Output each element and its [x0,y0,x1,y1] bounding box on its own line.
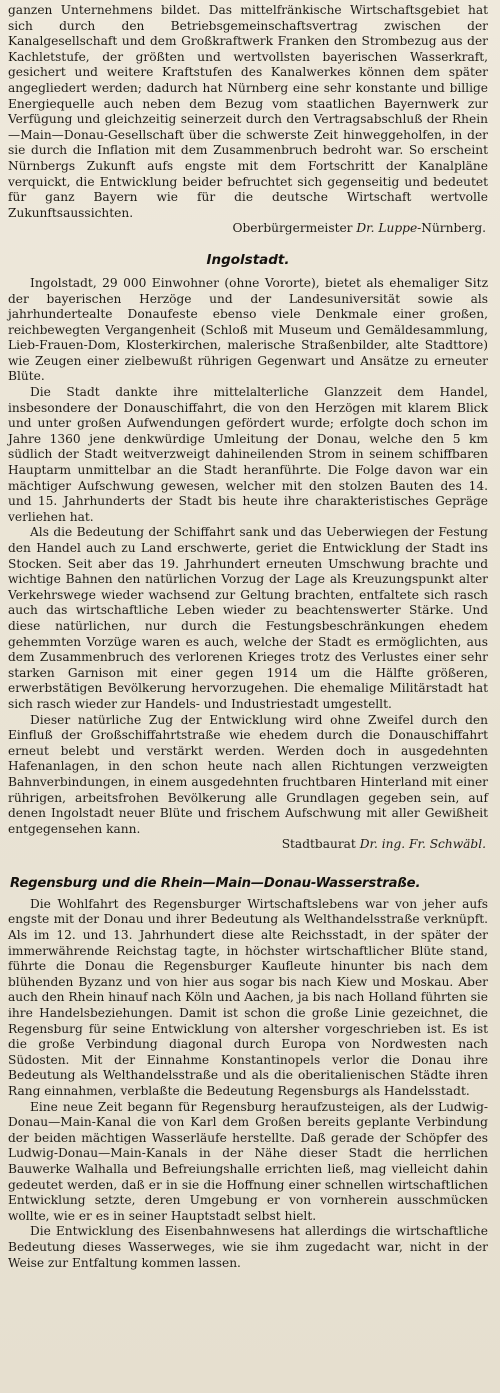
section-ingolstadt [8,237,488,853]
paragraph-regensburg-3: Die Entwicklung des Eisenbahnwesens hat allerdings die wirtschaftliche Bedeutung dieses Wasserweges, wie sie ihm zugedacht war, nicht in der Weise zur Entfaltung kommen lassen. [8,1224,488,1270]
paragraph-nuernberg: ganzen Unternehmens bildet. Das mittelfränkische Wirtschaftsgebiet hat sich durch den Betriebsgemeinschaftsvertrag zwischen der Kanalgesellschaft und dem Großkraftwerk Franken den Strombezug aus der Kachletstufe, der größten und wertvollsten bayerischen Wasserkraft, gesichert und weitere Kraftstufen des Kanalwerkes können dem später angegliedert werden; dadurch hat Nürnberg eine sehr konstante und billige Energiequelle auch neben dem Bezug vom staatlichen Bayernwerk zur Verfügung und gleichzeitig seinerzeit durch den Vertragsabschluß der Rhein—Main—Donau-Gesellschaft über die schwerste Zeit hinweggeholfen, in der sie durch die Inflation mit dem Zusammenbruch bedroht war. So erscheint Nürnbergs Zukunft aufs engste mit dem Fortschritt der Kanalpläne verquickt, die Entwicklung beider befruchtet sich gegenseitig und bedeutet für ganz Bayern wie für die deutsche Wirtschaft wertvolle Zukunftsaussichten. [8,3,488,220]
signature-name: Fr. Schwäbl. [409,837,486,852]
paragraph-ingolstadt-3: Als die Bedeutung der Schiffahrt sank und das Ueberwiegen der Festung den Handel auch zu Land erschwerte, geriet die Entwicklung der Stadt ins Stocken. Seit aber das 19. Jahrhundert erneuten Umschwung brachte und wichtige Bahnen den natürlichen Vorzug der Lage als Kreuzungspunkt alter Verkehrswege wieder wachsend zur Geltung brachten, entfaltete sich rasch auch das wirtschaftliche Leben wieder zu beachtenswerter Stärke. Und diese natürlichen, nur durch die Festungsbeschränkungen ehedem gehemmten Vorzüge waren es auch, welche der Stadt es ermöglichten, aus dem Zusammenbruch des verlorenen Krieges trotz des Verlustes einer sehr starken Garnison mit einer gegen 1914 um die Hälfte größeren, erwerbstätigen Bevölkerung hervorzugehen. Die ehemalige Militärstadt hat sich rasch wieder zur Handels- und Industriestadt umgestellt. [8,525,488,711]
paragraph-ingolstadt-4: Dieser natürliche Zug der Entwicklung wird ohne Zweifel durch den Einfluß der Großschiffahrtstraße wie ehedem durch die Donauschiffahrt erneut belebt und verstärkt werden. Werden doch in ausgedehnten Hafenanlagen, in den schon heute nach allen Richtungen verzweigten Bahnverbindungen, in einem ausgedehnten fruchtbaren Hinterland mit einer rührigen, arbeitsfrohen Bevölkerung alle Grundlagen gegeben sein, auf denen Ingolstadt neuer Blüte und frischem Aufschwung mit aller Gewißheit entgegensehen kann. [8,712,488,836]
paragraph-ingolstadt-2: Die Stadt dankte ihre mittelalterliche Glanzzeit dem Handel, insbesondere der Donauschiffahrt, die von den Herzögen mit klarem Blick und unter großen Aufwendungen gefördert wurde; erfolgte doch schon im Jahre 1360 jene denkwürdige Umleitung der Donau, welche den 5 km südlich der Stadt weitverzweigt dahineilenden Strom in seinem schiffbaren Hauptarm unmittelbar an die Stadt heranführte. Die Folge davon war ein mächtiger Aufschwung gewesen, welcher mit den stolzen Bauten des 14. und 15. Jahrhunderts der Stadt bis heute ihre charakteristisches Gepräge verliehen hat. [8,385,488,524]
signature-prefix: Oberbürgermeister [232,221,357,236]
signature-name: Luppe [378,221,418,236]
section-regensburg [8,853,488,1271]
signature-prefix: Stadtbaurat [281,837,360,852]
paragraph-ingolstadt-1: Ingolstadt, 29 000 Einwohner (ohne Vororte), bietet als ehemaliger Sitz der bayerischen Herzöge und der Landesuniversität sowie als jahrhundertealte Donaufeste ebenso viele Denkmale einer großen, reichbewegten Vergangenheit (Schloß mit Museum und Gemäldesammlung, Lieb-Frauen-Dom, Klosterkirchen, malerische Straßenbilder, alte Stadttore) wie Zeugen einer zielbewußt rührigen Gegenwart und Ansätze zu erneuter Blüte. [8,275,488,384]
signature-nuernberg [8,221,488,237]
signature-suffix: -Nürnberg. [417,221,486,236]
paragraph-regensburg-1: Die Wohlfahrt des Regensburger Wirtschaftslebens war von jeher aufs engste mit der Donau und ihrer Bedeutung als Welthandelsstraße verknüpft. Als im 12. und 13. Jahrhundert diese alte Reichsstadt, in der später der immerwährende Reichstag tagte, in höchster wirtschaftlicher Blüte stand, führte die Donau die Regensburger Kaufleute hinunter bis nach dem blühenden Byzanz und von hier aus sogar bis nach Kiew und Moskau. Aber auch den Rhein hinauf nach Köln und Aachen, ja bis nach Holland führten sie ihre Handelsbeziehungen. Damit ist schon die große Linie gezeichnet, die Regensburg für seine Entwicklung von altersher vorgeschrieben ist. Es ist die große Verbindung diagonal durch Europa von Nordwesten nach Südosten. Mit der Einnahme Konstantinopels verlor die Donau ihre Bedeutung als Welthandelsstraße und als die oberitalienischen Städte ihren Rang einnahmen, verblaßte die Bedeutung Regensburgs als Handelsstadt. [8,896,488,1098]
signature-title: Dr. [356,221,375,236]
section-nuernberg [8,3,488,237]
paragraph-regensburg-2: Eine neue Zeit begann für Regensburg heraufzusteigen, als der Ludwig-Donau—Main-Kanal die von Karl dem Großen bereits geplante Verbindung der beiden mächtigen Wasserläufe herstellte. Daß gerade der Schöpfer des Ludwig-Donau—Main-Kanals in der Nähe dieser Stadt die herrlichen Bauwerke Walhalla und Befreiungshalle errichten ließ, mag vielleicht dahin gedeutet werden, daß er in sie die Hoffnung einer schnellen wirtschaftlichen Entwicklung setzte, deren Umgebung er von vornherein ausschmücken wollte, wie er es in seiner Hauptstadt selbst hielt. [8,1099,488,1223]
signature-ingolstadt [8,837,488,853]
heading-ingolstadt: Ingolstadt. [206,251,290,268]
signature-title: Dr. ing. [359,837,406,852]
heading-regensburg: Regensburg und die Rhein—Main—Donau-Wasserstraße. [10,875,421,891]
